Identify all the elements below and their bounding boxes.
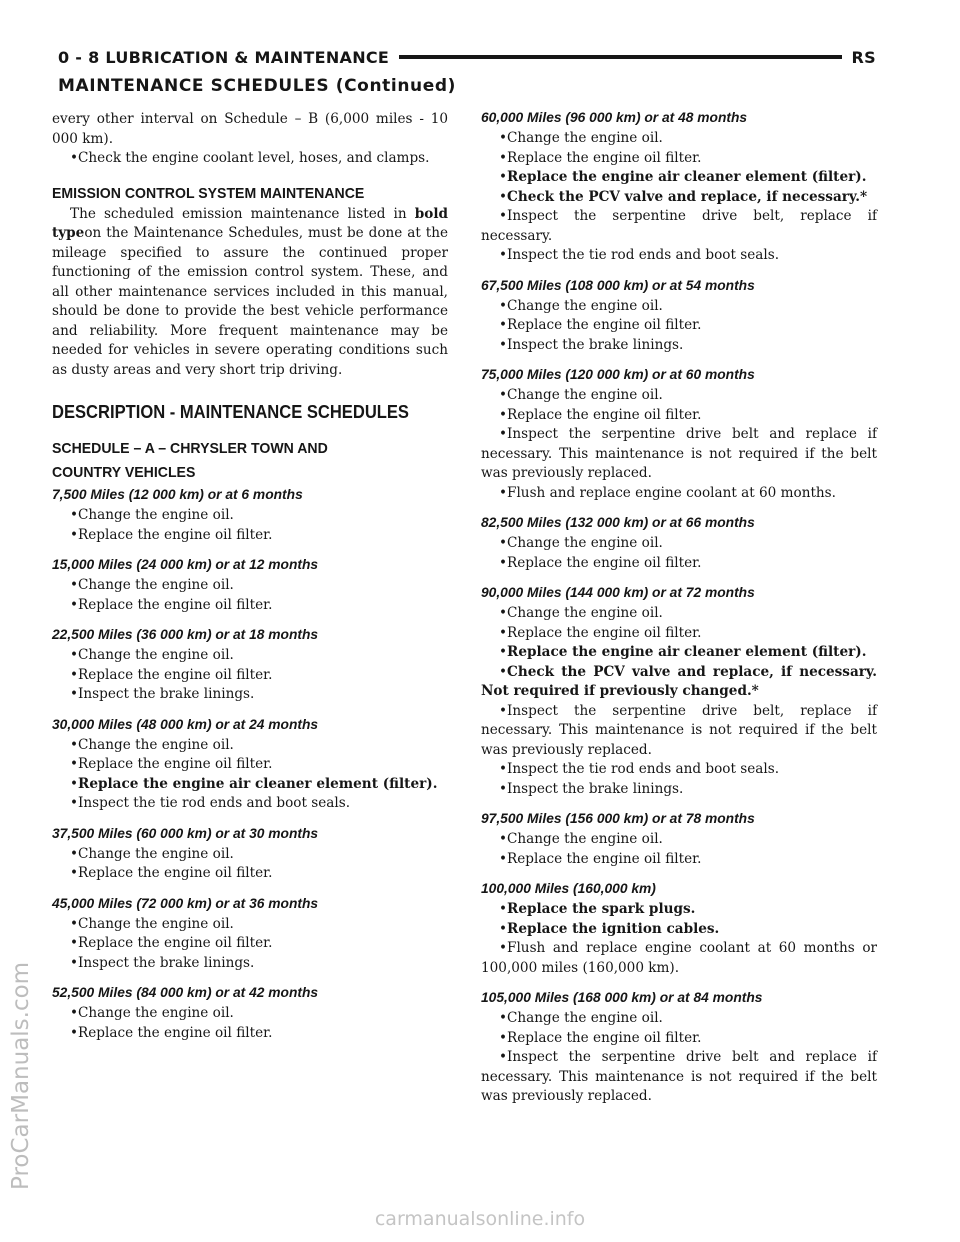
list-item: •Replace the engine oil filter.: [70, 666, 273, 683]
interval-heading: 60,000 Miles (96 000 km) or at 48 months: [481, 110, 748, 125]
bullet-icon: •: [70, 686, 79, 702]
header-rule: [399, 55, 841, 59]
list-item: •Inspect the serpentine drive belt, replace if necessary. This maintenance is not required if the belt was previously replaced.: [481, 702, 877, 758]
list-item: •Inspect the brake linings.: [70, 954, 255, 971]
bullet-icon: •: [499, 940, 508, 956]
bullet-icon: •: [70, 845, 79, 862]
list-item: •Replace the engine oil filter.: [499, 317, 702, 333]
bullet-icon: •: [70, 795, 79, 811]
interval-heading: 7,500 Miles (12 000 km) or at 6 months: [52, 487, 303, 502]
list-item: •Check the PCV valve and replace, if necessary. Not required if previously changed.*: [481, 663, 877, 699]
list-item: •Flush and replace engine coolant at 60 months.: [499, 484, 836, 501]
bullet-icon: •: [499, 247, 508, 263]
bullet-icon: •: [499, 208, 508, 224]
bullet-icon: •: [499, 920, 508, 937]
list-item: •Replace the engine oil filter.: [499, 554, 702, 571]
bullet-icon: •: [499, 1049, 508, 1065]
bullet-icon: •: [499, 297, 508, 314]
interval-heading: 97,500 Miles (156 000 km) or at 78 months: [481, 811, 755, 826]
bullet-icon: •: [70, 596, 79, 613]
emission-paragraph: The scheduled emission maintenance listed in bold typeon the Maintenance Schedules, must be done at the mileage specified to assure the continued proper functioning of the emission control system. These, and all other maintenance services included in this manual, should be done to provide the best vehicle performance and reliability. More frequent maintenance may be needed for vehicles in severe operating conditions such as dusty areas and very short trip driving.: [52, 205, 448, 378]
page-header: [58, 44, 876, 70]
bullet-icon: •: [499, 644, 508, 660]
bullet-icon: •: [70, 865, 79, 881]
list-item: •Inspect the brake linings.: [70, 686, 255, 702]
bullet-icon: •: [499, 336, 508, 353]
bullet-icon: •: [499, 169, 508, 185]
list-item: •Replace the engine oil filter.: [70, 526, 273, 543]
list-item: •Replace the engine oil filter.: [499, 149, 702, 166]
interval-heading: 90,000 Miles (144 000 km) or at 72 months: [481, 585, 755, 600]
list-item: •Change the engine oil.: [70, 577, 234, 593]
bullet-icon: •: [70, 915, 79, 932]
list-item: •Change the engine oil.: [499, 1010, 663, 1026]
section-heading: DESCRIPTION - MAINTENANCE SCHEDULES: [52, 402, 409, 422]
side-watermark: ProCarManuals.com: [8, 961, 34, 1190]
list-item: •Change the engine oil.: [70, 1005, 234, 1021]
interval-heading: 45,000 Miles (72 000 km) or at 36 months: [52, 895, 319, 911]
bullet-icon: •: [499, 901, 508, 917]
list-item: •Replace the engine oil filter.: [70, 865, 273, 881]
list-item: •Replace the spark plugs.: [499, 901, 696, 917]
interval-heading: 100,000 Miles (160,000 km): [481, 881, 656, 896]
interval-heading: 22,500 Miles (36 000 km) or at 18 months: [52, 627, 319, 642]
bullet-icon: •: [499, 831, 508, 847]
emission-heading: EMISSION CONTROL SYSTEM MAINTENANCE: [52, 184, 365, 202]
list-item: •Inspect the serpentine drive belt and replace if necessary. This maintenance is not required if the belt was previously replaced.: [481, 1049, 877, 1104]
bullet-icon: •: [70, 756, 79, 772]
list-item: •Replace the engine oil filter.: [70, 1024, 273, 1041]
continued-heading: MAINTENANCE SCHEDULES (Continued): [58, 76, 456, 96]
list-item: •Inspect the brake linings.: [499, 336, 684, 353]
left-column: [52, 110, 448, 1043]
list-item: •Change the engine oil.: [70, 915, 234, 932]
bullet-icon: •: [499, 624, 508, 641]
list-item: •Inspect the tie rod ends and boot seals.: [499, 247, 780, 263]
interval-heading: 37,500 Miles (60 000 km) or at 30 months: [52, 825, 319, 841]
list-item: •Change the engine oil.: [70, 845, 234, 862]
bullet-icon: •: [70, 954, 79, 971]
bullet-icon: •: [499, 1010, 508, 1026]
bullet-icon: •: [499, 387, 508, 403]
footer-watermark: carmanualsonline.info: [374, 1208, 586, 1230]
bullet-icon: •: [499, 317, 508, 333]
bullet-icon: •: [499, 761, 508, 777]
bullet-icon: •: [70, 1005, 79, 1021]
intro-text: every other interval on Schedule – B (6,000 miles - 10 000 km).: [52, 111, 448, 147]
list-item: •Change the engine oil.: [70, 647, 234, 663]
bullet-icon: •: [70, 647, 79, 663]
interval-heading: 52,500 Miles (84 000 km) or at 42 months: [52, 985, 319, 1000]
list-item: •Replace the engine oil filter.: [499, 850, 702, 867]
bullet-icon: •: [70, 150, 79, 166]
bullet-icon: •: [70, 736, 79, 753]
bullet-icon: •: [70, 526, 79, 543]
bullet-icon: •: [499, 535, 508, 551]
right-column: [481, 110, 877, 1107]
list-item: •Replace the engine oil filter.: [499, 406, 702, 423]
list-item: •Change the engine oil.: [70, 736, 234, 753]
bullet-icon: •: [499, 554, 508, 571]
list-item: •Change the engine oil.: [499, 831, 663, 847]
bullet-icon: •: [70, 775, 79, 792]
list-item: •Replace the engine air cleaner element (filter).: [499, 169, 867, 185]
list-item: •Inspect the serpentine drive belt and replace if necessary. This maintenance is not required if the belt was previously replaced.: [481, 426, 877, 481]
header-section-title: 0 - 8 LUBRICATION & MAINTENANCE: [58, 47, 390, 67]
bullet-icon: •: [499, 149, 508, 166]
bullet-icon: •: [70, 577, 79, 593]
list-item: •Replace the ignition cables.: [499, 920, 720, 937]
list-item: •Inspect the serpentine drive belt, replace if necessary.: [481, 208, 877, 244]
list-item: •Replace the engine oil filter.: [499, 624, 702, 641]
list-item: •Change the engine oil.: [499, 387, 663, 403]
interval-heading: 67,500 Miles (108 000 km) or at 54 months: [481, 277, 755, 293]
interval-heading: 15,000 Miles (24 000 km) or at 12 months: [52, 557, 319, 572]
interval-heading: 30,000 Miles (48 000 km) or at 24 months: [52, 716, 319, 732]
list-item: •Flush and replace engine coolant at 60 months or 100,000 miles (160,000 km).: [481, 940, 877, 976]
header-vehicle-code: RS: [851, 47, 876, 67]
bullet-icon: •: [70, 1024, 79, 1041]
list-item: •Change the engine oil.: [70, 507, 234, 523]
list-item: •Change the engine oil.: [499, 605, 663, 621]
bullet-icon: •: [70, 666, 79, 683]
list-item: •Check the PCV valve and replace, if necessary.*: [499, 188, 868, 205]
list-item: •Replace the engine air cleaner element (filter).: [70, 775, 438, 792]
bullet-icon: •: [499, 426, 508, 442]
list-item: •Change the engine oil.: [499, 535, 663, 551]
list-item: •Replace the engine oil filter.: [499, 1029, 702, 1046]
interval-heading: 75,000 Miles (120 000 km) or at 60 months: [481, 367, 755, 382]
bullet-icon: •: [499, 484, 508, 501]
schedule-heading: SCHEDULE – A – CHRYSLER TOWN AND COUNTRY VEHICLES: [52, 440, 328, 481]
bullet-icon: •: [70, 935, 79, 951]
bullet-icon: •: [499, 663, 508, 680]
bullet-icon: •: [499, 130, 508, 146]
list-item: •Replace the engine oil filter.: [70, 935, 273, 951]
interval-heading: 105,000 Miles (168 000 km) or at 84 months: [481, 990, 763, 1005]
bullet-icon: •: [499, 605, 508, 621]
bullet-icon: •: [499, 188, 508, 205]
list-item: •Change the engine oil.: [499, 297, 663, 314]
bullet-icon: •: [499, 850, 508, 867]
list-item: •Replace the engine air cleaner element (filter).: [499, 644, 867, 660]
list-item: •Inspect the tie rod ends and boot seals.: [70, 795, 351, 811]
list-item: •Replace the engine oil filter.: [70, 596, 273, 613]
list-item: •Check the engine coolant level, hoses, and clamps.: [70, 150, 430, 166]
list-item: •Replace the engine oil filter.: [70, 756, 273, 772]
list-item: •Inspect the brake linings.: [499, 780, 684, 797]
list-item: •Inspect the tie rod ends and boot seals.: [499, 761, 780, 777]
bullet-icon: •: [499, 406, 508, 423]
bullet-icon: •: [70, 507, 79, 523]
bullet-icon: •: [499, 780, 508, 797]
bullet-icon: •: [499, 702, 508, 719]
list-item: •Change the engine oil.: [499, 130, 663, 146]
bullet-icon: •: [499, 1029, 508, 1046]
interval-heading: 82,500 Miles (132 000 km) or at 66 months: [481, 515, 755, 530]
